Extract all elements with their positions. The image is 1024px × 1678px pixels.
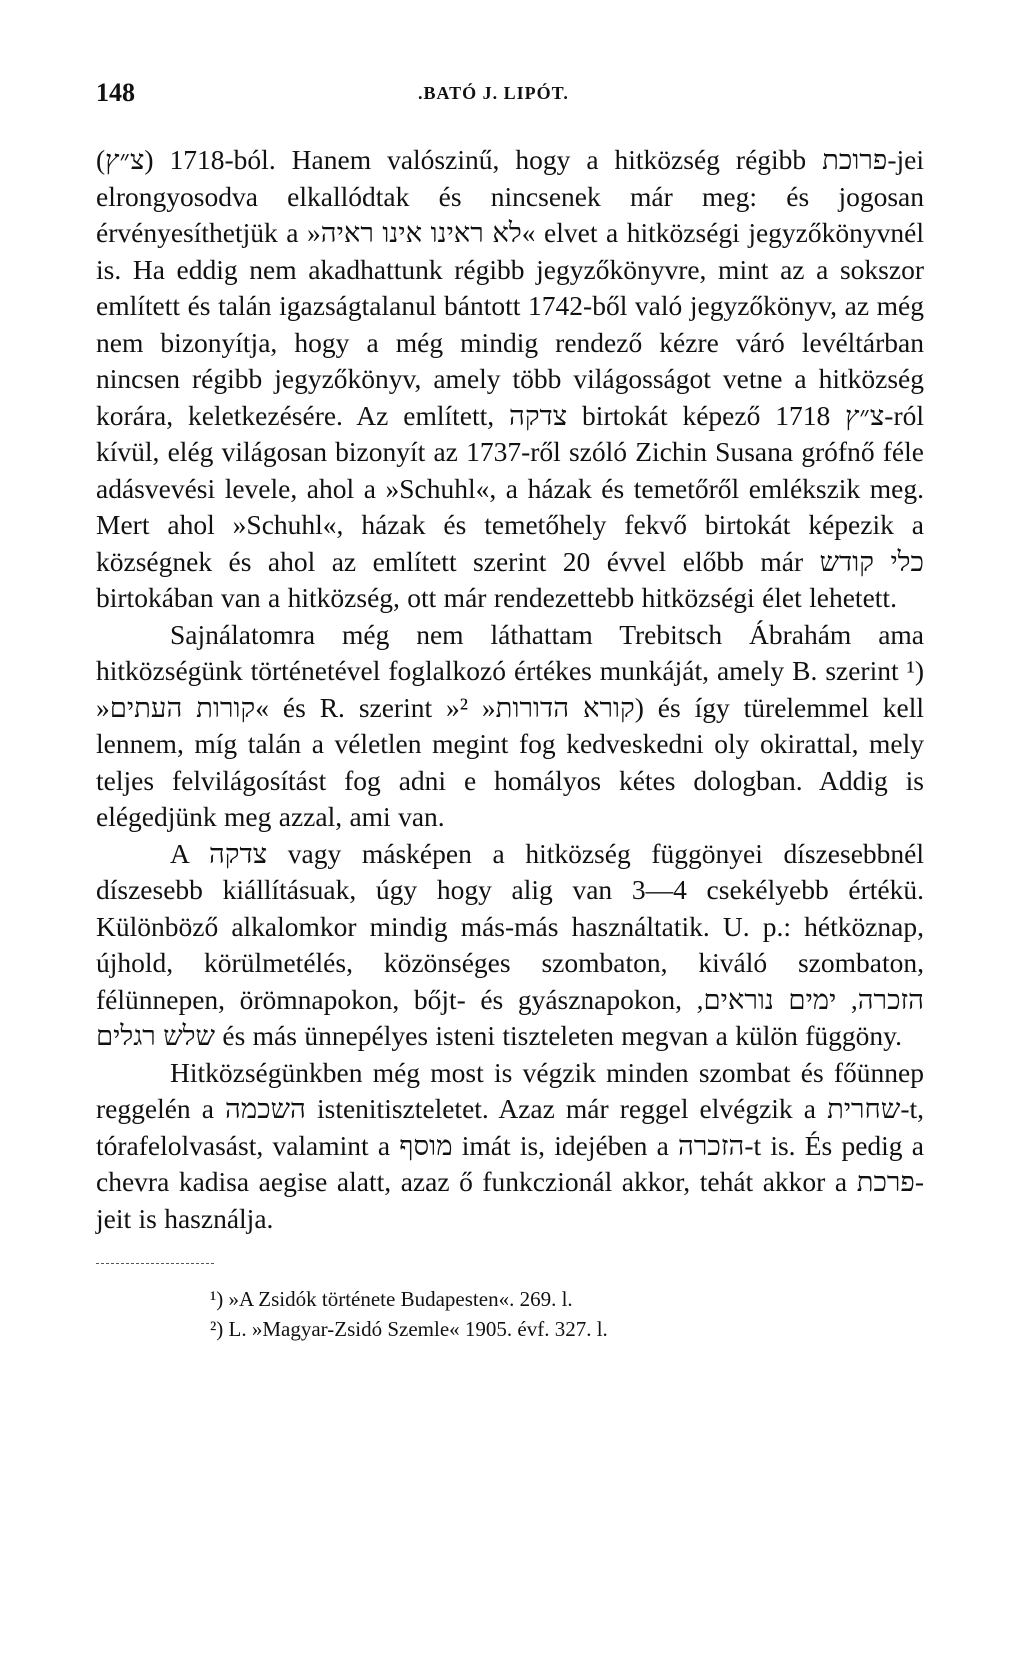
footnote-2: ²) L. »Magyar-Zsidó Szemle« 1905. évf. 327. l. xyxy=(210,1317,608,1341)
running-head: .BATÓ J. LIPÓT. xyxy=(418,83,569,103)
page-number: 148 xyxy=(96,78,135,107)
paragraph-3: A צדקה vagy másképen a hitközség függönyei díszesebbnél díszesebb kiállításuak, úgy hogy alig van 3—4 csekélyebb értékü. Különböző alkalomkor mindig más-más használtatik. U. p.: hétköznap, újhold, körülmetélés, közönséges szombaton, kiváló szombaton, félünnepen, örömnapokon, bőjt- és gyásznapokon, הזכרה, ימים נוראים, שלש רגלים és más ünnepélyes isteni tiszteleten megvan a külön függöny. xyxy=(96,837,925,1051)
paragraph-2: Sajnálatomra még nem láthattam Trebitsch Ábrahám ama hitközségünk történetével foglalkozó értékes munkáját, amely B. szerint ¹) »קורות העתים« és R. szerint »קורא הדורות« ²) és így türelemmel kell lennem, míg talán a véletlen megint fog kedveskedni oly okirattal, mely teljes felvilágosítást fog adni e homályos kétes dologban. Addig is elégedjünk meg azzal, ami van. xyxy=(96,618,925,832)
paragraph-1: (צ״ץ) 1718-ból. Hanem valószinű, hogy a hitközség régibb פרוכת-jei elrongyosodva elkallódtak és nincsenek már meg: és jogosan érvényesíthetjük a »לא ראינו אינו ראיה« elvet a hitközségi jegyzőkönyvnél is. Ha eddig nem akadhattunk régibb jegyzőkönyvre, mint az a sokszor említett és talán igazságtalanul bántott 1742-ből való jegyzőkönyv, az még nem bizonyítja, hogy a még mindig rendező kézre váró levéltárban nincsen régibb jegyzőkönyv, amely több világosságot vetne a hitközség korára, keletkezésére. Az említett, צדקה birtokát képező צ״ץ 1718-ról kívül, elég világosan bizonyít az 1737-ről szóló Zichin Susana grófnő féle adásvevési levele, ahol a »Schuhl«, a házak és temetőről emlékszik meg. Mert ahol »Schuhl«, házak és temetőhely fekvő birtokát képezik a községnek és ahol az említett szerint 20 évvel előbb már כלי קודש birtokában van a hitközség, ott már rendezettebb hitközségi élet lehetett. xyxy=(96,144,924,613)
main-text xyxy=(96,142,924,1237)
footnote-1: ¹) »A Zsidók története Budapesten«. 269. l. xyxy=(210,1287,573,1311)
book-page xyxy=(96,78,924,1344)
paragraph-4: Hitközségünkben még most is végzik minden szombat és főünnep reggelén a השכמה istenitiszteletet. Azaz már reggel elvégzik a שחרית-t, tórafelolvasást, valamint a מוסף imát is, idejében a הזכרה-t is. És pedig a chevra kadisa aegise alatt, azaz ő funkczionál akkor, tehát akkor a פרכת-jeit is használja. xyxy=(96,1056,924,1234)
page-header xyxy=(96,78,924,118)
footnote-divider xyxy=(96,1263,214,1264)
footnotes xyxy=(96,1284,924,1344)
